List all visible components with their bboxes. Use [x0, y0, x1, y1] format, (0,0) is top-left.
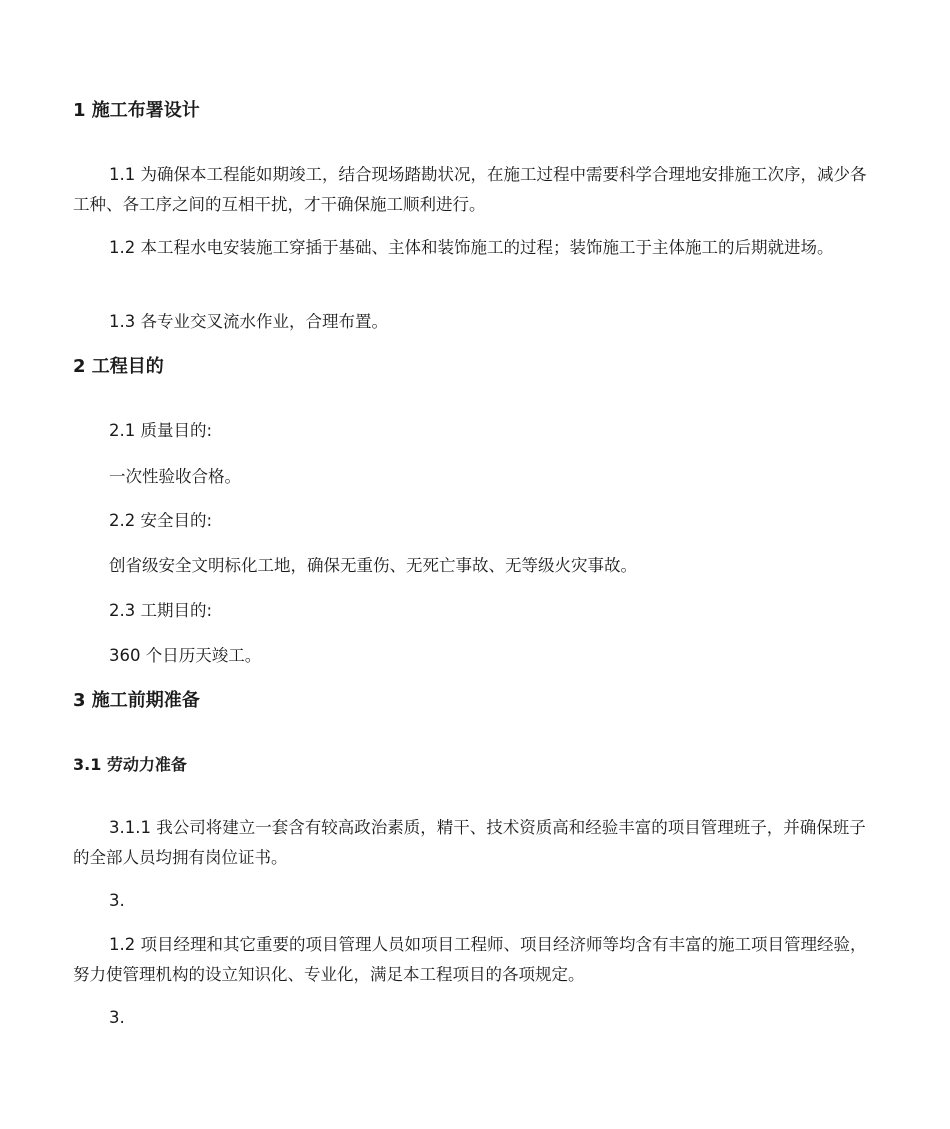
paragraph-3-fragment-a: 3. — [109, 891, 125, 910]
paragraph-2-2: 2.2 安全目的: — [109, 511, 213, 530]
section-1-heading: 1 施工布署设计 — [73, 100, 200, 121]
paragraph-3-1-1: 3.1.1 我公司将建立一套含有较高政治素质，精干、技术资质高和经验丰富的项目管理班子，并确保班子的全部人员均拥有岗位证书。 — [73, 818, 866, 867]
paragraph-2-1-text: 一次性验收合格。 — [109, 467, 241, 486]
paragraph-2-2-text: 创省级安全文明标化工地，确保无重伤、无死亡事故、无等级火灾事故。 — [109, 556, 637, 575]
paragraph-2-3: 2.3 工期目的: — [109, 601, 213, 620]
paragraph-1-3: 1.3 各专业交叉流水作业，合理布置。 — [109, 312, 388, 331]
paragraph-1-2-management: 1.2 项目经理和其它重要的项目管理人员如项目工程师、项目经济师等均含有丰富的施工项目管理经验，努力使管理机构的设立知识化、专业化，满足本工程项目的各项规定。 — [73, 935, 867, 984]
paragraph-1-1: 1.1 为确保本工程能如期竣工，结合现场踏勘状况，在施工过程中需要科学合理地安排施工次序，减少各工种、各工序之间的互相干扰，才干确保施工顺利进行。 — [73, 165, 867, 214]
section-3-heading: 3 施工前期准备 — [73, 690, 200, 711]
paragraph-1-2: 1.2 本工程水电安装施工穿插于基础、主体和装饰施工的过程；装饰施工于主体施工的后期就进场。 — [109, 238, 834, 257]
paragraph-2-1: 2.1 质量目的: — [109, 421, 213, 440]
paragraph-2-3-text: 360 个日历天竣工。 — [109, 646, 262, 665]
section-2-heading: 2 工程目的 — [73, 356, 164, 377]
section-3-1-heading: 3.1 劳动力准备 — [73, 755, 187, 774]
paragraph-3-fragment-b: 3. — [109, 1008, 125, 1027]
